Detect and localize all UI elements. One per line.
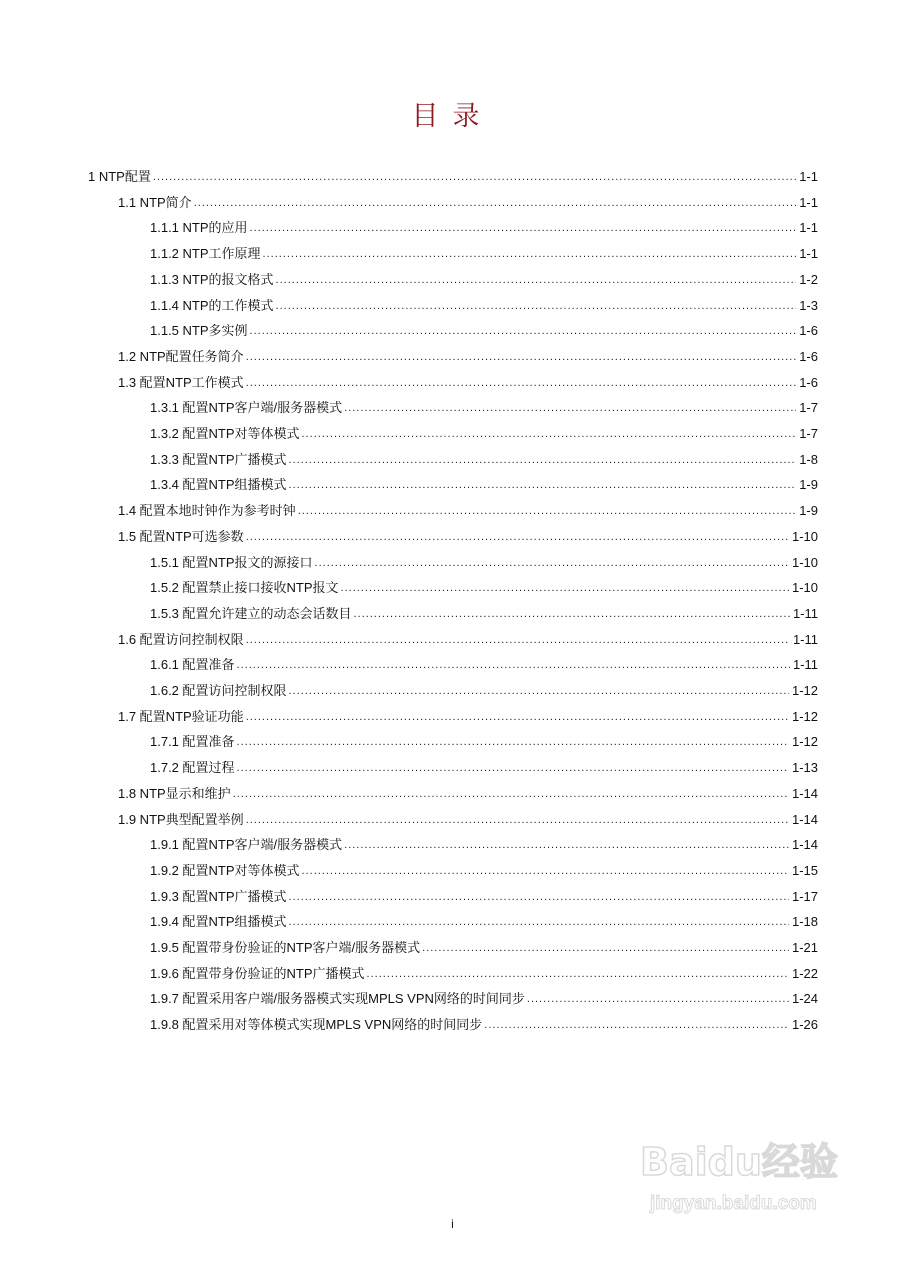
toc-entry[interactable] bbox=[150, 578, 818, 598]
toc-entry-page: 1-12 bbox=[791, 708, 818, 724]
toc-entry-page: 1-11 bbox=[792, 605, 818, 621]
dot-leader bbox=[194, 193, 797, 213]
toc-entry-label: 1.8 NTP显示和维护 bbox=[118, 785, 231, 801]
toc-entry[interactable] bbox=[118, 707, 818, 727]
toc-entry-label: 1.9.4 配置NTP组播模式 bbox=[150, 914, 287, 930]
toc-entry-label: 1.6.2 配置访问控制权限 bbox=[150, 683, 287, 698]
toc-entry[interactable] bbox=[150, 732, 818, 752]
toc-entry-label: 1.1 NTP简介 bbox=[118, 194, 192, 210]
toc-entry-label: 1.3.4 配置NTP组播模式 bbox=[150, 477, 287, 493]
dot-leader bbox=[289, 912, 789, 932]
toc-entry-label: 1.1.3 NTP的报文格式 bbox=[150, 271, 274, 287]
page-number: i bbox=[451, 1217, 454, 1231]
toc-entry-label: 1.9.7 配置采用客户端/服务器模式实现MPLS VPN网络的时间同步 bbox=[150, 991, 525, 1007]
dot-leader bbox=[289, 681, 789, 701]
dot-leader bbox=[276, 296, 797, 316]
dot-leader bbox=[246, 373, 797, 393]
toc-entry-page: 1-14 bbox=[791, 811, 818, 827]
toc-entry-page: 1-24 bbox=[791, 991, 818, 1007]
dot-leader bbox=[344, 835, 789, 855]
toc-entry-page: 1-18 bbox=[791, 914, 818, 930]
toc-entry[interactable] bbox=[150, 835, 818, 855]
toc-entry[interactable] bbox=[150, 938, 818, 958]
toc-entry-label: 1.5.1 配置NTP报文的源接口 bbox=[150, 554, 313, 570]
dot-leader bbox=[250, 218, 797, 238]
toc-entry[interactable] bbox=[150, 861, 818, 881]
toc-entry-label: 1.5.2 配置禁止接口接收NTP报文 bbox=[150, 580, 339, 596]
toc-entry-label: 1.7 配置NTP验证功能 bbox=[118, 708, 244, 724]
toc-entry[interactable] bbox=[118, 373, 818, 393]
toc-entry[interactable] bbox=[150, 553, 818, 573]
toc-entry-label: 1.6 配置访问控制权限 bbox=[118, 631, 244, 647]
toc-entry[interactable] bbox=[88, 167, 818, 187]
dot-leader bbox=[246, 630, 790, 650]
toc-entry-page: 1-11 bbox=[792, 631, 818, 647]
toc-entry-page: 1-1 bbox=[799, 169, 818, 184]
toc-entry-label: 1.9.3 配置NTP广播模式 bbox=[150, 888, 287, 904]
toc-entry[interactable] bbox=[118, 810, 818, 830]
dot-leader bbox=[237, 758, 789, 778]
toc-entry-label: 1 NTP配置 bbox=[88, 169, 151, 184]
toc-entry[interactable] bbox=[150, 270, 818, 290]
toc-entry-label: 1.2 NTP配置任务简介 bbox=[118, 348, 244, 364]
toc-entry[interactable] bbox=[150, 398, 818, 418]
toc-entry-page: 1-13 bbox=[791, 760, 818, 776]
dot-leader bbox=[367, 964, 789, 984]
toc-entry-page: 1-8 bbox=[799, 451, 818, 467]
dot-leader bbox=[250, 321, 797, 341]
dot-leader bbox=[289, 887, 789, 907]
toc-entry-label: 1.9.6 配置带身份验证的NTP广播模式 bbox=[150, 965, 365, 981]
toc-entry-label: 1.9.1 配置NTP客户端/服务器模式 bbox=[150, 837, 343, 853]
watermark-url: jingyan.baidu.com bbox=[650, 1193, 817, 1214]
toc-entry-page: 1-1 bbox=[799, 246, 818, 262]
toc-entry[interactable] bbox=[150, 218, 818, 238]
page-title: 目录 bbox=[411, 101, 494, 132]
toc-entry-label: 1.9.2 配置NTP对等体模式 bbox=[150, 862, 300, 878]
dot-leader bbox=[298, 501, 797, 521]
toc-entry-page: 1-22 bbox=[791, 965, 818, 981]
toc-entry[interactable] bbox=[150, 989, 818, 1009]
dot-leader bbox=[484, 1015, 789, 1035]
toc-entry[interactable] bbox=[150, 321, 818, 341]
toc-entry-label: 1.7.1 配置准备 bbox=[150, 734, 235, 750]
toc-entry[interactable] bbox=[150, 475, 818, 495]
toc-entry-page: 1-21 bbox=[791, 940, 818, 955]
toc-entry-page: 1-6 bbox=[799, 374, 818, 390]
dot-leader bbox=[422, 938, 789, 958]
dot-leader bbox=[302, 861, 789, 881]
toc-entry[interactable] bbox=[118, 501, 818, 521]
toc-entry-page: 1-7 bbox=[799, 426, 818, 441]
toc-entry-page: 1-9 bbox=[799, 503, 818, 519]
dot-leader bbox=[289, 450, 797, 470]
dot-leader bbox=[153, 167, 796, 187]
toc-entry[interactable] bbox=[150, 964, 818, 984]
toc-entry[interactable] bbox=[150, 887, 818, 907]
dot-leader bbox=[527, 989, 789, 1009]
watermark-logo-text: Baidu经验 bbox=[640, 1140, 838, 1184]
toc-entry-label: 1.5.3 配置允许建立的动态会话数目 bbox=[150, 605, 352, 621]
toc-entry[interactable] bbox=[150, 681, 818, 701]
toc-entry-page: 1-12 bbox=[791, 683, 818, 698]
toc-entry[interactable] bbox=[150, 655, 818, 675]
toc-entry-label: 1.3.2 配置NTP对等体模式 bbox=[150, 426, 300, 441]
dot-leader bbox=[276, 270, 797, 290]
toc-entry-page: 1-11 bbox=[792, 657, 818, 673]
toc-entry-label: 1.6.1 配置准备 bbox=[150, 657, 235, 673]
toc-entry-page: 1-14 bbox=[791, 785, 818, 801]
dot-leader bbox=[246, 707, 789, 727]
toc-entry-page: 1-6 bbox=[799, 323, 818, 339]
toc-entry-label: 1.7.2 配置过程 bbox=[150, 760, 235, 776]
toc-entry-page: 1-3 bbox=[799, 297, 818, 313]
toc-entry[interactable] bbox=[150, 424, 818, 444]
dot-leader bbox=[237, 732, 789, 752]
dot-leader bbox=[237, 655, 790, 675]
toc-entry-label: 1.9.5 配置带身份验证的NTP客户端/服务器模式 bbox=[150, 940, 421, 955]
toc-entry-label: 1.4 配置本地时钟作为参考时钟 bbox=[118, 503, 296, 519]
toc-entry-page: 1-26 bbox=[791, 1017, 818, 1033]
dot-leader bbox=[246, 527, 789, 547]
toc-entry-page: 1-14 bbox=[791, 837, 818, 853]
dot-leader bbox=[344, 398, 796, 418]
dot-leader bbox=[341, 578, 789, 598]
toc-entry[interactable] bbox=[118, 193, 818, 213]
toc-entry-page: 1-6 bbox=[799, 348, 818, 364]
toc-entry-page: 1-2 bbox=[799, 271, 818, 287]
toc-entry-page: 1-9 bbox=[799, 477, 818, 493]
toc-entry[interactable] bbox=[150, 604, 818, 624]
toc-entry[interactable] bbox=[150, 296, 818, 316]
toc-entry-label: 1.3 配置NTP工作模式 bbox=[118, 374, 244, 390]
toc-entry-label: 1.1.4 NTP的工作模式 bbox=[150, 297, 274, 313]
toc-entry[interactable] bbox=[118, 347, 818, 367]
baidu-watermark-logo bbox=[640, 1140, 870, 1220]
toc-entry[interactable] bbox=[118, 527, 818, 547]
toc-entry-label: 1.1.5 NTP多实例 bbox=[150, 323, 248, 339]
dot-leader bbox=[302, 424, 797, 444]
toc-entry-page: 1-10 bbox=[791, 580, 818, 596]
toc-entry-label: 1.1.2 NTP工作原理 bbox=[150, 246, 261, 262]
toc-entry-page: 1-17 bbox=[791, 888, 818, 904]
toc-entry-page: 1-15 bbox=[791, 862, 818, 878]
dot-leader bbox=[246, 347, 797, 367]
toc-entry[interactable] bbox=[150, 758, 818, 778]
toc-entry[interactable] bbox=[118, 630, 818, 650]
dot-leader bbox=[233, 784, 789, 804]
dot-leader bbox=[354, 604, 790, 624]
toc-entry-label: 1.9 NTP典型配置举例 bbox=[118, 811, 244, 827]
toc-entry-label: 1.1.1 NTP的应用 bbox=[150, 220, 248, 236]
toc-entry[interactable] bbox=[150, 912, 818, 932]
toc-entry-page: 1-10 bbox=[791, 528, 818, 544]
toc-entry[interactable] bbox=[150, 450, 818, 470]
dot-leader bbox=[263, 244, 797, 264]
toc-entry-page: 1-1 bbox=[799, 220, 818, 236]
toc-entry-label: 1.9.8 配置采用对等体模式实现MPLS VPN网络的时间同步 bbox=[150, 1017, 483, 1033]
toc-entry[interactable] bbox=[150, 244, 818, 264]
dot-leader bbox=[289, 475, 797, 495]
toc-entry-page: 1-1 bbox=[799, 194, 818, 210]
toc-entry[interactable] bbox=[150, 1015, 818, 1035]
toc-entry-label: 1.3.3 配置NTP广播模式 bbox=[150, 451, 287, 467]
toc-entry-page: 1-12 bbox=[791, 734, 818, 750]
dot-leader bbox=[315, 553, 789, 573]
toc-entry-label: 1.5 配置NTP可选参数 bbox=[118, 528, 244, 544]
toc-entry-page: 1-10 bbox=[791, 554, 818, 570]
toc-entry[interactable] bbox=[118, 784, 818, 804]
toc-entry-label: 1.3.1 配置NTP客户端/服务器模式 bbox=[150, 400, 343, 416]
dot-leader bbox=[246, 810, 789, 830]
toc-entry-page: 1-7 bbox=[799, 400, 818, 416]
